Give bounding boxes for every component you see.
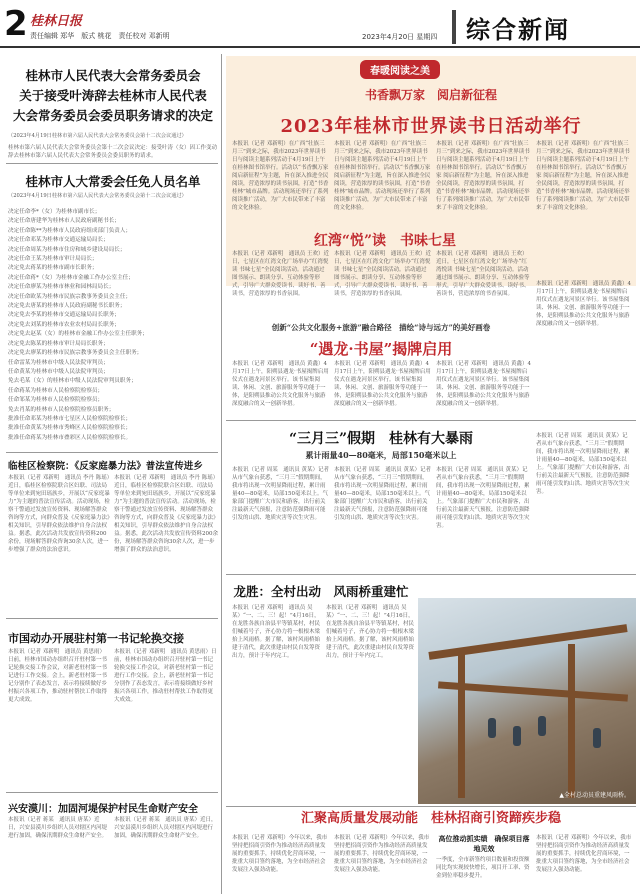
photo-person [538,716,546,736]
longsheng-title: 龙胜：全村出动 风雨桥重建忙 [233,584,409,599]
appointment-item: 批准任命蒋某为桂林市叠彩区人民检察院检察长。 [8,434,132,441]
issue-date: 2023年4月20日 星期四 [362,33,438,41]
appointment-item: 决定免去赵某（女）的桂林市金融工作办公室主任职务； [8,331,148,338]
riverbank-title: 兴安漠川：加固河堤保护村民生命财产安全 [8,804,198,815]
appointment-item: 决定任命欧某为桂林市民族宗教事务委员会主任； [8,293,132,300]
appointment-item: 任命雷某为桂林市中级人民法院审判员； [8,359,109,366]
photo-post [568,644,575,798]
separator [6,452,218,453]
reading-day-body-col4: 本报讯（记者 邓新明）在广西“壮族三月三”到来之际，我市2023年世界读书日与阅读主题系列活动于4月19日上午在桂林图书馆举行。活动以“书香飘万家 阅启新征程”为主题，旨在深入推进全民阅读，营造浓厚的读书氛围，打造“书香桂林”城市品牌。活动现场还举行了系列阅读推广活动，为广大市民带来了丰富的文化体验。 [536,141,630,211]
reading-day-title: 2023年桂林市世界读书日活动举行 [280,116,582,137]
photo-person [488,718,496,738]
article-resignation-title [10,66,216,126]
photo-caption: ▲全村总动员重建风雨桥。 [559,792,630,799]
appointment-item: 任命邹某为桂林市人民检察院检察员； [8,397,104,404]
photo-post [458,648,465,798]
riverbank-body-col2: 本报讯（记者 蒋某 通讯员 唐某）近日，兴安县漠川乡组织人员对辖区内河堤进行加固，确保汛期群众生命财产安全。 [114,817,217,839]
reading-day-body-col3: 本报讯（记者 邓新明）在广西“壮族三月三”到来之际，我市2023年世界读书日与阅读主题系列活动于4月19日上午在桂林图书馆举行。活动以“书香飘万家 阅启新征程”为主题，旨在深入推进全民阅读，营造浓厚的读书氛围，打造“书香桂林”城市品牌。活动现场还举行了系列阅读推广活动，为广大市民带来了丰富的文化体验。 [436,141,530,211]
photo-beam [438,681,628,701]
title-line: 关于接受叶涛辞去桂林市人民代表 [19,88,207,103]
separator [226,574,636,575]
appointment-subtitle: （2023年4月19日桂林市第六届人民代表大会常务委员会第十二次会议通过） [8,193,187,199]
appointment-item: 决定免去廖某的桂林市民族宗教事务委员会主任职务； [8,350,143,357]
riverbank-body-col1: 本报讯（记者 蒋某 通讯员 唐某）近日，兴安县漠川乡组织人员对辖区内河堤进行加固，确保汛期群众生命财产安全。 [8,817,108,839]
civil-defense-body-col2: 本报讯（记者 邓新明 通讯员 黄思雨）日前，桂林市国动办组织召开驻村第一书记轮换交接工作会议，对新老驻村第一书记进行工作交接。会上，新老驻村第一书记分别作了表态发言，表示将接续做好乡村振兴各项工作，推动驻村帮扶工作取得更大成效。 [114,649,217,703]
appointment-item: 决定免去陈某的桂林市审计局局长职务； [8,340,109,347]
appointment-item: 决定任命邓某为桂林市交通运输局局长； [8,237,109,244]
longsheng-body-col1: 本报讯（记者 邓新明 通讯员 吴某）“一、二、三！起！”4月16日，在龙胜各族自治县平等镇某村，村民们喊着号子，齐心协力将一根根木梁抬上风雨桥。据了解，该村风雨桥始建于清代，此次重建由村民自发筹资出力，预计于年内完工。 [232,605,321,659]
photo-person [513,726,521,746]
appointment-item: 任命黄某为桂林市中级人民法院审判员； [8,368,109,375]
appointment-item: 批准任命黄某为桂林市秀峰区人民检察院检察长； [8,425,132,432]
appointment-item: 决定任命廖某为桂林市林业和园林局局长； [8,284,115,291]
rain-title: “三月三”假期 桂林有大暴雨 [288,431,474,447]
yulong-body-col1: 本报讯（记者 邓新明 通讯员 黄鑫）4月17日上午，阳朔县遇龙·书屋揭牌启用仪式在遇龙河景区举行。该书屋集阅读、休闲、文创、旅游服务等功能于一体，是阳朔县推动公共文化服务与旅游深度融合的又一创新举措。 [232,361,329,407]
title-line: 大会常务委员会委员职务请求的决定 [12,108,213,123]
procuratorate-title: 临桂区检察院：《反家庭暴力法》普法宣传进乡 [8,461,203,472]
appointment-item: 免去肖某的桂林市人民检察院检察员职务； [8,406,115,413]
separator [6,163,218,164]
investment-title: 汇聚高质量发展动能 桂林招商引资蹄疾步稳 [300,811,561,826]
separator [226,806,636,807]
appointment-item: 决定任命李*（女）为桂林市副市长； [8,209,101,215]
feature-tag: 春暖阅读之美 [360,60,440,79]
newspaper-name: 桂林日报 [30,14,83,29]
appointment-item: 决定免去蒋某的桂林市副市长职务； [8,265,98,272]
yulong-body-col3: 本报讯（记者 邓新明 通讯员 黄鑫）4月17日上午，阳朔县遇龙·书屋揭牌启用仪式在遇龙河景区举行。该书屋集阅读、休闲、文创、旅游服务等功能于一体，是阳朔县推动公共文化服务与旅游深度融合的又一创新举措。 [436,361,531,407]
investment-body-col1: 本报讯（记者 邓新明）今年以来，我市坚持把招商引资作为推动经济高质量发展的重要抓手，持续优化营商环境，一批重大项目签约落地，为全市经济社会发展注入强劲动能。 [232,835,328,873]
separator [6,618,218,619]
yulong-body-col4: 本报讯（记者 邓新明 通讯员 黄鑫）4月17日上午，阳朔县遇龙·书屋揭牌启用仪式在遇龙河景区举行。该书屋集阅读、休闲、文创、旅游服务等功能于一体，是阳朔县推动公共文化服务与旅游深度融合的又一创新举措。 [536,281,631,327]
hongwan-body-col1: 本报讯（记者 邓新明 通讯员 王欢）近日，七星区在红湾文化广场举办“红湾悦读 书味七星”全民阅读活动。活动通过图书展示、朗读分享、互动体验等形式，引导广大群众爱读书、读好书、善读书，营造浓厚的书香氛围。 [232,251,329,297]
yulong-body-col2: 本报讯（记者 邓新明 通讯员 黄鑫）4月17日上午，阳朔县遇龙·书屋揭牌启用仪式在遇龙河景区举行。该书屋集阅读、休闲、文创、旅游服务等功能于一体，是阳朔县推动公共文化服务与旅游深度融合的又一创新举措。 [334,361,431,407]
rain-body-col4: 本报讯（记者 周某 通讯员 黄某）记者从市气象台获悉，“三月三”假期期间，我市将出现一次明显降雨过程，累计雨量40—80毫米，局部150毫米以上。气象部门提醒广大市民和游客，出行前关注最新天气预报，注意防范强降雨可能引发的山洪、地质灾害等次生灾害。 [536,433,630,495]
reading-day-body-col2: 本报讯（记者 邓新明）在广西“壮族三月三”到来之际，我市2023年世界读书日与阅读主题系列活动于4月19日上午在桂林图书馆举行。活动以“书香飘万家 阅启新征程”为主题，旨在深入推进全民阅读，营造浓厚的读书氛围，打造“书香桂林”城市品牌。活动现场还举行了系列阅读推广活动，为广大市民带来了丰富的文化体验。 [334,141,431,211]
rain-body-col2: 本报讯（记者 周某 通讯员 黄某）记者从市气象台获悉，“三月三”假期期间，我市将出现一次明显降雨过程，累计雨量40—80毫米，局部150毫米以上。气象部门提醒广大市民和游客，出行前关注最新天气预报，注意防范强降雨可能引发的山洪、地质灾害等次生灾害。 [334,467,431,521]
investment-body-col4: 本报讯（记者 邓新明）今年以来，我市坚持把招商引资作为推动经济高质量发展的重要抓手，持续优化营商环境，一批重大项目签约落地，为全市经济社会发展注入强劲动能。 [536,835,632,873]
reading-day-kicker: 书香飘万家 阅启新征程 [364,88,497,102]
section-title: 综合新闻 [452,10,638,44]
rain-kicker: 累计雨量40—80毫米，局部150毫米以上 [305,450,457,460]
appointment-item: 决定任命蒋*（女）为桂林市金融工作办公室主任； [8,274,134,281]
appointment-list-title: 桂林市人大常委会任免人员名单 [25,174,201,189]
appointment-item: 批准任命邓某为桂林市七星区人民检察院检察长； [8,415,132,422]
appointment-item: 决定任命周某为桂林市住房和城乡建设局局长； [8,246,126,253]
resignation-body: 桂林市第六届人民代表大会常务委员会第十二次会议决定：接受叶涛（女）因工作变动辞去桂林市第六届人民代表大会常务委员会委员职务的请求。 [8,145,218,159]
editor-credits: 责任编辑 郑华 版式 桃花 责任校对 邓新明 [30,32,170,40]
appointment-item: 决定免去刘某的桂林市农业农村局局长职务； [8,321,120,328]
appointment-item: 任命蒋某为桂林市人民检察院检察员； [8,387,104,394]
appointment-item: 决定任命王某为桂林市审计局局长； [8,256,98,263]
column-divider [221,54,222,894]
page-number: 2 [4,4,28,44]
rain-body-col3: 本报讯（记者 周某 通讯员 黄某）记者从市气象台获悉，“三月三”假期期间，我市将出现一次明显降雨过程，累计雨量40—80毫米，局部150毫米以上。气象部门提醒广大市民和游客，出行前关注最新天气预报，注意防范强降雨可能引发的山洪、地质灾害等次生灾害。 [436,467,530,529]
appointment-item: 决定任命唐建华为桂林市人民政府副秘书长； [8,218,120,225]
hongwan-title: 红湾“悦”读 书味七星 [313,233,457,249]
investment-subtitle: 高位推动抓实绩 确保项目落地见效 [438,834,530,853]
appointment-item: 决定任命陈**为桂林市人民政府组成部门负责人； [8,227,132,234]
appointment-item: 决定免去李某的桂林市交通运输局局长职务； [8,312,120,319]
procuratorate-body-col2: 本报讯（记者 邓新明 通讯员 李丹 陈瑶）近日，临桂区检察院联合区妇联、司法局等单位来到宛田瑶族乡，开展以“反家庭暴力”为主题的普法宣传活动。活动现场，检察干警通过发放宣传资料、现场解答群众咨询等方式，向群众普及《反家庭暴力法》相关知识，引导群众依法维护自身合法权益。据悉，此次活动共发放宣传资料200余份，现场解答群众咨询30余人次，进一步增强了群众的法治意识。 [114,475,218,553]
separator [6,792,218,793]
civil-defense-body-col1: 本报讯（记者 邓新明 通讯员 黄思雨）日前，桂林市国动办组织召开驻村第一书记轮换交接工作会议，对新老驻村第一书记进行工作交接。会上，新老驻村第一书记分别作了表态发言，表示将接续做好乡村振兴各项工作，推动驻村帮扶工作取得更大成效。 [8,649,108,703]
bridge-rebuild-photo [418,598,636,804]
photo-person [593,728,601,748]
title-line: 桂林市人民代表大会常务委员会 [25,68,201,83]
resignation-subtitle: （2023年4月19日桂林市第六届人民代表大会常务委员会第十二次会议通过） [8,133,187,139]
hongwan-body-col3: 本报讯（记者 邓新明 通讯员 王欢）近日，七星区在红湾文化广场举办“红湾悦读 书味七星”全民阅读活动。活动通过图书展示、朗读分享、互动体验等形式，引导广大群众爱读书、读好书、善读书，营造浓厚的书香氛围。 [436,251,530,297]
rain-body-col1: 本报讯（记者 周某 通讯员 黄某）记者从市气象台获悉，“三月三”假期期间，我市将出现一次明显降雨过程，累计雨量40—80毫米，局部150毫米以上。气象部门提醒广大市民和游客，出行前关注最新天气预报，注意防范强降雨可能引发的山洪、地质灾害等次生灾害。 [232,467,329,521]
appointment-list [8,208,218,448]
civil-defense-title: 市国动办开展驻村第一书记轮换交接 [8,632,184,645]
investment-sub-body: 一季度，全市新签约项目数量和投资额同比均实现较快增长，项目开工率、资金到位率稳步提升。 [436,857,530,879]
procuratorate-body-col1: 本报讯（记者 邓新明 通讯员 李丹 陈瑶）近日，临桂区检察院联合区妇联、司法局等单位来到宛田瑶族乡，开展以“反家庭暴力”为主题的普法宣传活动。活动现场，检察干警通过发放宣传资料、现场解答群众咨询等方式，向群众普及《反家庭暴力法》相关知识，引导群众依法维护自身合法权益。据悉，此次活动共发放宣传资料200余份，现场解答群众咨询30余人次，进一步增强了群众的法治意识。 [8,475,110,553]
yulong-title: “遇龙·书屋”揭牌启用 [309,340,453,358]
appointment-item: 决定免去唐某的桂林市人民政府副秘书长职务； [8,303,126,310]
separator [226,420,636,421]
investment-body-col2: 本报讯（记者 邓新明）今年以来，我市坚持把招商引资作为推动经济高质量发展的重要抓手，持续优化营商环境，一批重大项目签约落地，为全市经济社会发展注入强劲动能。 [334,835,430,873]
yulong-kicker: 创新“公共文化服务+旅游”融合路径 描绘“诗与远方”的美好画卷 [271,323,491,332]
appointment-item: 免去毛某（女）的桂林市中级人民法院审判员职务； [8,378,137,385]
hongwan-body-col2: 本报讯（记者 邓新明 通讯员 王欢）近日，七星区在红湾文化广场举办“红湾悦读 书味七星”全民阅读活动。活动通过图书展示、朗读分享、互动体验等形式，引导广大群众爱读书、读好书、善读书，营造浓厚的书香氛围。 [334,251,431,297]
longsheng-body-col2: 本报讯（记者 邓新明 通讯员 吴某）“一、二、三！起！”4月16日，在龙胜各族自治县平等镇某村，村民们喊着号子，齐心协力将一根根木梁抬上风雨桥。据了解，该村风雨桥始建于清代，此次重建由村民自发筹资出力，预计于年内完工。 [326,605,414,659]
reading-day-body-col1: 本报讯（记者 邓新明）在广西“壮族三月三”到来之际，我市2023年世界读书日与阅读主题系列活动于4月19日上午在桂林图书馆举行。活动以“书香飘万家 阅启新征程”为主题，旨在深入推进全民阅读，营造浓厚的读书氛围，打造“书香桂林”城市品牌。活动现场还举行了系列阅读推广活动，为广大市民带来了丰富的文化体验。 [232,141,329,211]
